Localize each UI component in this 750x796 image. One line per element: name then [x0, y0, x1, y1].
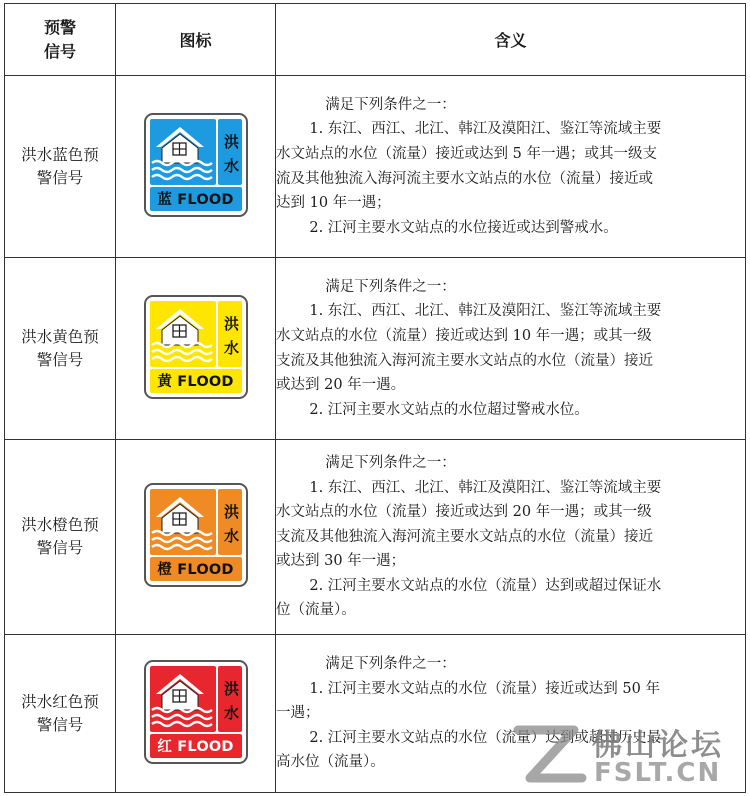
header-icon: 图标 — [116, 4, 276, 76]
icon-char-2: 水 — [223, 527, 239, 545]
signal-name: 洪水红色预 警信号 — [5, 635, 116, 793]
flood-blue-icon — [144, 113, 248, 217]
signal-meaning: 满足下列条件之一： 1. 东江、西江、北江、韩江及漠阳江、鉴江等流域主要 水文站点的水位（流量）接近或达到 10 年一遇；或其一级 支流及其他独流入海河流主要水文站点的水位（流量）接近 或达到 20 年一遇。 2. 江河主要水文站点的水位超过警戒水位。 — [276, 258, 746, 440]
watermark — [512, 720, 748, 790]
header-row — [5, 4, 746, 76]
table-row — [5, 258, 746, 440]
signal-meaning: 满足下列条件之一： 1. 东江、西江、北江、韩江及漠阳江、鉴江等流域主要 水文站点的水位（流量）接近或达到 5 年一遇；或其一级支 流及其他独流入海河流主要水文站点的水位（流量）接近或 达到 10 年一遇； 2. 江河主要水文站点的水位接近或达到警戒水。 — [276, 76, 746, 258]
signal-name: 洪水黄色预 警信号 — [5, 258, 116, 440]
header-signal-line1: 预警 — [43, 17, 76, 37]
icon-char-2: 水 — [223, 703, 239, 722]
icon-label: 红 FLOOD — [157, 738, 234, 755]
icon-label: 黄 FLOOD — [157, 373, 234, 390]
table-row — [5, 76, 746, 258]
flood-yellow-icon — [144, 295, 248, 399]
header-signal-line2: 信号 — [43, 41, 76, 61]
signal-meaning: 满足下列条件之一： 1. 东江、西江、北江、韩江及漠阳江、鉴江等流域主要 水文站点的水位（流量）接近或达到 20 年一遇；或其一级 支流及其他独流入海河流主要水文站点的水位（流量）接近 或达到 30 年一遇； 2. 江河主要水文站点的水位（流量）达到或超过保证水 位（流量）。 — [276, 440, 746, 635]
icon-label: 蓝 FLOOD — [157, 191, 234, 208]
icon-char-1: 洪 — [223, 314, 239, 333]
icon-label: 橙 FLOOD — [157, 562, 234, 578]
signal-meaning: 满足下列条件之一： 1. 江河主要水文站点的水位（流量）接近或达到 50 年 一遇； 2. 江河主要水文站点的水位（流量）达到或超过历史最 高水位（流量）。 — [276, 635, 746, 793]
icon-char-1: 洪 — [223, 132, 239, 151]
flood-warning-table — [4, 3, 746, 793]
header-signal — [5, 4, 116, 76]
signal-name: 洪水橙色预 警信号 — [5, 440, 116, 635]
signal-name: 洪水蓝色预 警信号 — [5, 76, 116, 258]
icon-char-1: 洪 — [223, 503, 239, 521]
watermark-text-en: FSLT.CN — [594, 758, 722, 788]
table-row — [5, 440, 746, 635]
header-meaning: 含义 — [276, 4, 746, 76]
icon-char-1: 洪 — [223, 679, 239, 698]
flood-orange-icon — [144, 483, 248, 587]
icon-char-2: 水 — [223, 338, 239, 357]
watermark-logo-icon — [512, 720, 592, 790]
watermark-text-cn: 佛山论坛 — [592, 728, 724, 763]
flood-red-icon — [144, 660, 248, 764]
icon-char-2: 水 — [223, 156, 239, 175]
